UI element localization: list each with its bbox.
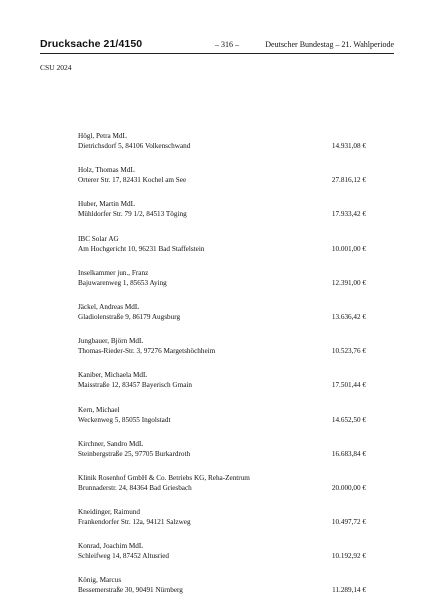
donor-entry	[78, 302, 366, 336]
donor-name: Konrad, Joachim MdL	[78, 542, 144, 551]
donor-address: Frankendorfer Str. 12a, 94121 Salzweg	[78, 518, 191, 527]
donor-entry	[78, 131, 366, 165]
donor-address: Am Hochgericht 10, 96231 Bad Staffelstein	[78, 244, 205, 253]
donor-entry	[78, 473, 366, 507]
donor-name: Högl, Petra MdL	[78, 132, 127, 140]
donor-name: Kirchner, Sandro MdL	[78, 439, 144, 448]
donor-entry	[78, 541, 366, 575]
donor-entry	[78, 199, 366, 233]
donor-entry	[78, 268, 366, 302]
donor-address: Thomas-Rieder-Str. 3, 97276 Margetshöchheim	[78, 347, 216, 356]
donor-name: Kern, Michael	[78, 405, 120, 414]
donation-amount: 10.497,72 €	[331, 518, 366, 527]
donor-entry	[78, 439, 366, 473]
donor-name: Inselkammer jun., Franz	[78, 268, 149, 277]
donation-amount: 12.391,00 €	[331, 278, 366, 287]
donation-amount: 10.192,92 €	[331, 552, 366, 561]
donation-amount: 17.501,44 €	[331, 381, 366, 390]
donation-amount: 20.000,00 €	[331, 483, 366, 492]
donor-entry	[78, 507, 366, 541]
donor-entry	[78, 165, 366, 199]
donor-name: Holz, Thomas MdL	[78, 166, 135, 175]
donor-list	[78, 131, 366, 610]
donor-address: Steinbergstraße 25, 97705 Burkardroth	[78, 449, 191, 458]
donor-entry	[78, 405, 366, 439]
donor-address: Maisstraße 12, 83457 Bayerisch Gmain	[78, 381, 192, 390]
donor-address: Orterer Str. 17, 82431 Kochel am See	[78, 176, 187, 185]
donor-name: Kaniber, Michaela MdL	[78, 371, 148, 380]
donation-amount: 10.001,00 €	[331, 244, 366, 253]
document-number: Drucksache 21/4150	[40, 38, 143, 50]
donor-address: Gladiolenstraße 9, 86179 Augsburg	[78, 312, 181, 321]
donor-name: König, Marcus	[78, 576, 122, 585]
donor-address: Dietrichsdorf 5, 84106 Volkenschwand	[78, 142, 191, 150]
donor-entry	[78, 370, 366, 404]
donor-address: Bessemerstraße 30, 90491 Nürnberg	[78, 586, 183, 595]
donation-amount: 14.931,08 €	[331, 142, 366, 150]
section-label: CSU 2024	[40, 63, 72, 72]
donor-name: Kneidinger, Raimund	[78, 508, 140, 517]
donation-amount: 16.683,84 €	[331, 449, 366, 458]
donor-address: Weckenweg 5, 85055 Ingolstadt	[78, 415, 171, 424]
donor-address: Bajuwarenweg 1, 85653 Aying	[78, 278, 167, 287]
donor-address: Mühldorfer Str. 79 1/2, 84513 Töging	[78, 210, 187, 219]
donor-entry	[78, 336, 366, 370]
donor-address: Schleifweg 14, 87452 Altusried	[78, 552, 170, 561]
donation-amount: 13.636,42 €	[331, 312, 366, 321]
page-number: – 316 –	[215, 40, 239, 49]
donation-amount: 14.652,50 €	[331, 415, 366, 424]
parliament-period: Deutscher Bundestag – 21. Wahlperiode	[265, 40, 394, 49]
donor-address: Brunnaderstr. 24, 84364 Bad Griesbach	[78, 483, 192, 492]
donation-amount: 27.816,12 €	[331, 176, 366, 185]
donation-amount: 10.523,76 €	[331, 347, 366, 356]
page-header	[40, 37, 394, 54]
donor-name: Jungbauer, Björn MdL	[78, 337, 144, 346]
donation-amount: 11.289,14 €	[332, 586, 366, 595]
donor-name: IBC Solar AG	[78, 234, 119, 243]
donor-name: Huber, Martin MdL	[78, 200, 136, 209]
donor-entry	[78, 575, 366, 609]
donor-entry	[78, 234, 366, 268]
donor-name: Klinik Rosenhof GmbH & Co. Betriebs KG, Reha-Zentrum	[78, 473, 250, 482]
donor-name: Jäckel, Andreas MdL	[78, 302, 140, 311]
donation-amount: 17.933,42 €	[331, 210, 366, 219]
